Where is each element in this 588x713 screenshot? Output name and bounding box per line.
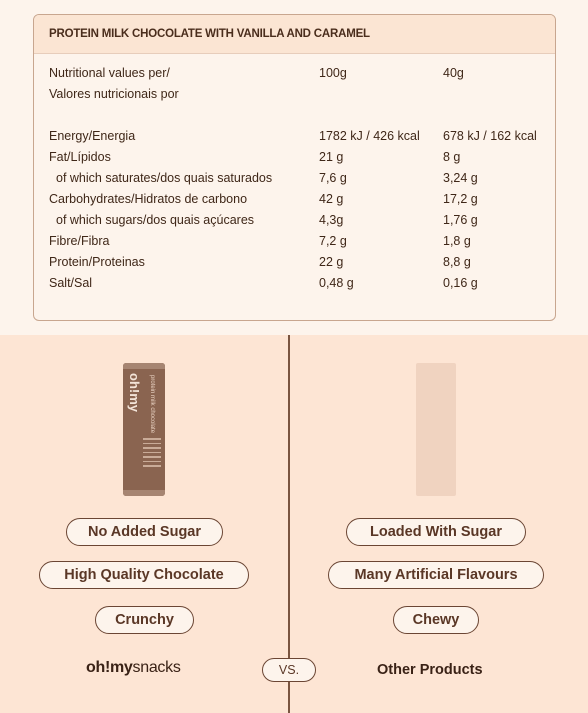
- row-value-40g: 678 kJ / 162 kcal: [443, 129, 537, 143]
- table-row: [49, 253, 555, 271]
- feature-loaded-with-sugar: Loaded With Sugar: [346, 518, 526, 546]
- row-label: Fibre/Fibra: [49, 234, 110, 248]
- row-value-100g: 21 g: [319, 150, 344, 164]
- row-value-100g: 22 g: [319, 255, 344, 269]
- header-col-40g: 40g: [443, 66, 464, 80]
- brand-bold: oh!my: [86, 659, 133, 676]
- product-logo: oh!my: [127, 373, 142, 412]
- table-row: [49, 190, 555, 208]
- other-product-image: [416, 363, 456, 496]
- table-header-row: [49, 64, 555, 82]
- row-value-100g: 1782 kJ / 426 kcal: [319, 129, 420, 143]
- row-value-40g: 8 g: [443, 150, 461, 164]
- other-products-label: Other Products: [377, 662, 483, 678]
- row-value-100g: 7,2 g: [319, 234, 347, 248]
- ohmy-snacks-logo: [86, 659, 181, 677]
- table-row: [49, 211, 555, 229]
- table-row: [49, 127, 555, 145]
- table-row: [49, 148, 555, 166]
- row-value-100g: 7,6 g: [319, 171, 347, 185]
- row-label: of which sugars/dos quais açúcares: [56, 213, 255, 227]
- row-value-40g: 1,76 g: [443, 213, 478, 227]
- feature-many-artificial-flavours: Many Artificial Flavours: [328, 561, 544, 589]
- row-label: Fat/Lípidos: [49, 150, 111, 164]
- row-value-100g: 0,48 g: [319, 276, 354, 290]
- row-value-40g: 8,8 g: [443, 255, 471, 269]
- row-label: of which saturates/dos quais saturados: [56, 171, 273, 185]
- row-label: Protein/Proteinas: [49, 255, 145, 269]
- comparison-section: [0, 335, 588, 713]
- feature-crunchy: Crunchy: [95, 606, 194, 634]
- wrapper-text-lines: [143, 438, 161, 470]
- header-col-100g: 100g: [319, 66, 347, 80]
- wrapper-crimp-top: [123, 363, 165, 369]
- row-label: Carbohydrates/Hidratos de carbono: [49, 192, 248, 206]
- comparison-divider: [288, 335, 290, 713]
- row-value-40g: 1,8 g: [443, 234, 471, 248]
- ohmy-product-image: [123, 363, 165, 496]
- vs-badge: VS.: [262, 658, 316, 682]
- feature-no-added-sugar: No Added Sugar: [66, 518, 223, 546]
- nutrition-section: [0, 0, 588, 335]
- row-label: Energy/Energia: [49, 129, 136, 143]
- brand-rest: snacks: [132, 659, 181, 676]
- row-value-100g: 4,3g: [319, 213, 344, 227]
- product-title: PROTEIN MILK CHOCOLATE WITH VANILLA AND CARAMEL: [34, 15, 555, 54]
- row-value-40g: 17,2 g: [443, 192, 478, 206]
- nutrition-table: [33, 14, 556, 321]
- table-row: [49, 169, 555, 187]
- row-value-40g: 0,16 g: [443, 276, 478, 290]
- row-value-40g: 3,24 g: [443, 171, 478, 185]
- product-name-vertical: protein milk chocolate: [149, 375, 155, 434]
- table-row: [49, 232, 555, 250]
- table-header-row-2: [49, 85, 555, 103]
- header-label: Nutritional values per/: [49, 66, 170, 80]
- table-row: [49, 274, 555, 292]
- row-label: Salt/Sal: [49, 276, 93, 290]
- feature-high-quality-chocolate: High Quality Chocolate: [39, 561, 249, 589]
- header-label-pt: Valores nutricionais por: [49, 87, 179, 101]
- wrapper-crimp-bottom: [123, 490, 165, 496]
- feature-chewy: Chewy: [393, 606, 479, 634]
- row-value-100g: 42 g: [319, 192, 344, 206]
